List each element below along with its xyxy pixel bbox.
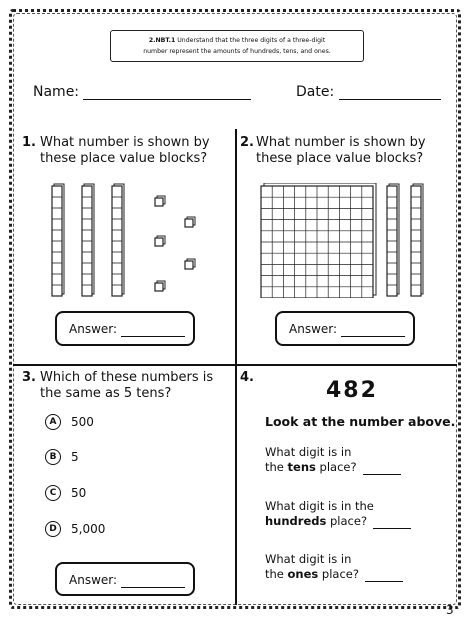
ones-cube bbox=[155, 196, 165, 206]
q4-part-ones bbox=[265, 552, 403, 582]
page-number: 3 bbox=[446, 603, 454, 617]
q4-hundreds-line1: What digit is in the bbox=[265, 499, 374, 513]
q4-ones-pre: the bbox=[265, 567, 288, 581]
q3-answer-line[interactable] bbox=[121, 573, 185, 588]
q4-ones-blank[interactable] bbox=[365, 570, 403, 582]
option-b-value: 5 bbox=[71, 450, 79, 464]
option-c-bubble[interactable]: C bbox=[45, 485, 61, 501]
q2-text-line1: What number is shown by bbox=[256, 135, 426, 150]
q3-option-a[interactable] bbox=[45, 414, 94, 430]
option-a-value: 500 bbox=[71, 415, 94, 429]
q4-tens-blank[interactable] bbox=[363, 463, 401, 475]
q4-ones-bold: ones bbox=[287, 567, 319, 581]
q2-number: 2. bbox=[240, 135, 254, 150]
q3-answer-label: Answer: bbox=[69, 573, 118, 587]
ones-cube bbox=[185, 259, 195, 269]
q4-ones-post: place? bbox=[318, 567, 359, 581]
option-c-value: 50 bbox=[71, 486, 87, 500]
q1-text-line2: these place value blocks? bbox=[40, 151, 208, 166]
q3-option-d[interactable] bbox=[45, 521, 105, 537]
standard-code: 2.NBT.1 bbox=[148, 37, 176, 44]
q1-place-value-blocks bbox=[30, 183, 230, 298]
q4-hundreds-post: place? bbox=[326, 514, 368, 528]
q1-text bbox=[40, 135, 210, 167]
date-field[interactable] bbox=[296, 84, 441, 100]
hundreds-flat bbox=[261, 183, 376, 298]
q4-hundreds-blank[interactable] bbox=[373, 517, 411, 529]
q3-text-line1: Which of these numbers is bbox=[40, 370, 214, 385]
q2-answer-box[interactable] bbox=[275, 311, 415, 346]
q2-answer-line[interactable] bbox=[341, 322, 405, 337]
standard-line1: Understand that the three digits of a three-digit bbox=[177, 37, 326, 44]
tens-rod bbox=[52, 184, 64, 296]
q4-tens-bold: tens bbox=[287, 460, 316, 474]
q2-place-value-blocks bbox=[255, 183, 455, 298]
date-line[interactable] bbox=[339, 85, 441, 100]
horizontal-divider bbox=[13, 364, 457, 366]
q1-answer-label: Answer: bbox=[69, 322, 118, 336]
ones-cube bbox=[185, 217, 195, 227]
option-d-bubble[interactable]: D bbox=[45, 521, 61, 537]
q2-text-line2: these place value blocks? bbox=[256, 151, 424, 166]
tens-rod bbox=[112, 184, 124, 296]
q3-answer-box[interactable] bbox=[55, 562, 195, 596]
option-a-bubble[interactable]: A bbox=[45, 414, 61, 430]
standard-box bbox=[110, 30, 364, 62]
name-line[interactable] bbox=[83, 85, 251, 100]
name-field[interactable] bbox=[33, 84, 251, 100]
q2-text bbox=[256, 135, 426, 167]
option-b-bubble[interactable]: B bbox=[45, 449, 61, 465]
q1-answer-box[interactable] bbox=[55, 311, 195, 346]
date-label: Date: bbox=[296, 84, 335, 100]
q3-option-b[interactable] bbox=[45, 449, 79, 465]
q4-tens-pre: the bbox=[265, 460, 288, 474]
q4-part-hundreds bbox=[265, 499, 411, 529]
ones-cube bbox=[155, 281, 165, 291]
tens-rod bbox=[411, 184, 423, 296]
tens-rod bbox=[82, 184, 94, 296]
q3-text bbox=[40, 370, 213, 402]
name-label: Name: bbox=[33, 84, 80, 100]
q1-text-line1: What number is shown by bbox=[40, 135, 210, 150]
vertical-divider bbox=[235, 129, 237, 605]
q3-option-c[interactable] bbox=[45, 485, 86, 501]
standard-line2: number represent the amounts of hundreds, tens, and ones. bbox=[143, 48, 331, 55]
q4-tens-line1: What digit is in bbox=[265, 445, 352, 459]
q4-number: 4. bbox=[240, 370, 254, 385]
q3-text-line2: the same as 5 tens? bbox=[40, 386, 172, 401]
q4-part-tens bbox=[265, 445, 401, 475]
q1-number: 1. bbox=[22, 135, 36, 150]
q4-instruction: Look at the number above. bbox=[265, 414, 456, 429]
ones-cube bbox=[155, 236, 165, 246]
q4-ones-line1: What digit is in bbox=[265, 552, 352, 566]
q2-answer-label: Answer: bbox=[289, 322, 338, 336]
q3-number: 3. bbox=[22, 370, 36, 385]
q1-answer-line[interactable] bbox=[121, 322, 185, 337]
q4-hundreds-bold: hundreds bbox=[265, 514, 327, 528]
option-d-value: 5,000 bbox=[71, 522, 106, 536]
tens-rod bbox=[387, 184, 399, 296]
q4-tens-post: place? bbox=[315, 460, 357, 474]
q4-big-number: 482 bbox=[326, 378, 378, 403]
